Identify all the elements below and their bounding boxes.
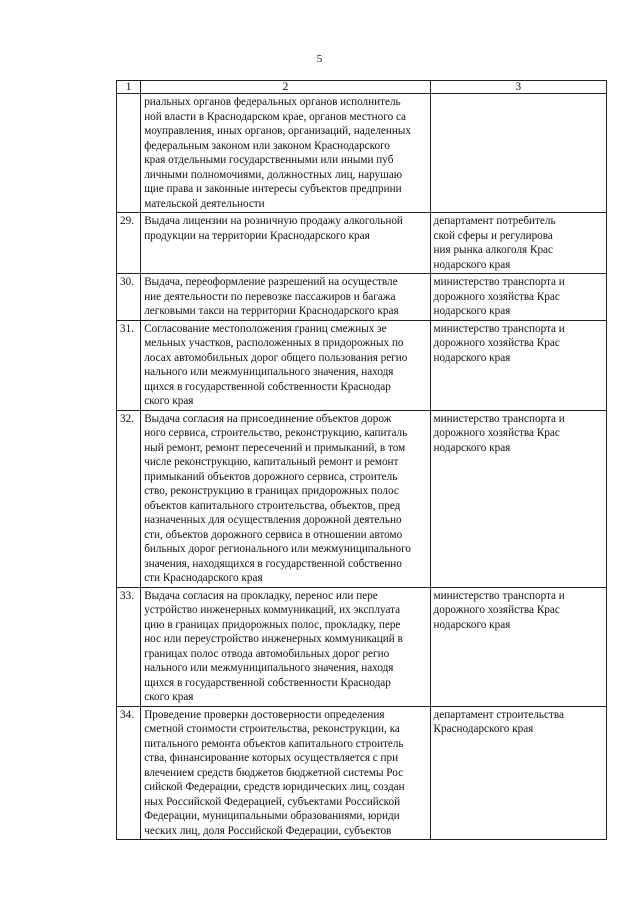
row-authority: департамент потребитель ской сферы и регулирова ния рынка алкоголя Крас нодарского края: [430, 213, 606, 274]
table-row: [117, 94, 607, 213]
header-col-3: 3: [430, 81, 606, 94]
row-authority: министерство транспорта и дорожного хозяйства Крас нодарского края: [430, 410, 606, 587]
row-authority: министерство транспорта и дорожного хозяйства Крас нодарского края: [430, 587, 606, 706]
row-service-text: риальных органов федеральных органов исполнитель ной власти в Краснодарском крае, органов местного са моуправления, иных органов, организаций, наделенных федеральным законом или законом Краснодарского края отдельными государственными или иными пуб личными полномочиями, должностных лиц, нарушаю щие права и законные интересы субъектов предприни мательской деятельности: [141, 94, 430, 213]
row-number: 31.: [117, 320, 141, 410]
header-col-2: 2: [141, 81, 430, 94]
services-table: [116, 80, 607, 840]
row-authority: министерство транспорта и дорожного хозяйства Крас нодарского края: [430, 274, 606, 321]
row-service-text: Проведение проверки достоверности определения сметной стоимости строительства, реконструкции, ка питального ремонта объектов капитального строитель ства, финансирование которых осуществляется с при влечением средств бюджетов бюджетной системы Рос сийской Федерации, средств юридических лиц, создан ных Российской Федерацией, субъектами Российской Федерации, муниципальными образованиями, юриди ческих лиц, доля Российской Федерации, субъектов: [141, 706, 430, 840]
table-row: [117, 320, 607, 410]
table-row: [117, 213, 607, 274]
row-service-text: Выдача лицензии на розничную продажу алкогольной продукции на территории Краснодарского края: [141, 213, 430, 274]
row-authority: департамент строительства Краснодарского края: [430, 706, 606, 840]
row-number: 29.: [117, 213, 141, 274]
table-row: [117, 410, 607, 587]
table-row: [117, 587, 607, 706]
row-service-text: Выдача, переоформление разрешений на осуществле ние деятельности по перевозке пассажиров и багажа легковыми такси на территории Краснодарского края: [141, 274, 430, 321]
row-service-text: Выдача согласия на присоединение объектов дорож ного сервиса, строительство, реконструкцию, капиталь ный ремонт, ремонт пересечений и примыканий, в том числе реконструкцию, капитальный ремонт и ремонт примыканий объектов дорожного сервиса, строитель ство, реконструкцию в границах придорожных полос объектов капитального строительства, объектов, пред назначенных для осуществления дорожной деятельно сти, объектов дорожного сервиса в отношении автомо бильных дорог регионального или межмуниципального значения, находящихся в государственной собственно сти Краснодарского края: [141, 410, 430, 587]
row-service-text: Выдача согласия на прокладку, перенос или пере устройство инженерных коммуникаций, их эксплуата цию в границах придорожных полос, прокладку, пере нос или переустройство инженерных коммуникаций в границах полос отвода автомобильных дорог регио нального или межмуниципального значения, находя щихся в государственной собственности Краснодар ского края: [141, 587, 430, 706]
row-number: 33.: [117, 587, 141, 706]
row-authority: министерство транспорта и дорожного хозяйства Крас нодарского края: [430, 320, 606, 410]
table-header-row: [117, 81, 607, 94]
row-service-text: Согласование местоположения границ смежных зе мельных участков, расположенных в придорожных по лосах автомобильных дорог общего пользования регио нального или межмуниципального значения, находя щихся в государственной собственности Краснодар ского края: [141, 320, 430, 410]
table-row: [117, 706, 607, 840]
row-number: 32.: [117, 410, 141, 587]
row-number: [117, 94, 141, 213]
table-row: [117, 274, 607, 321]
row-number: 30.: [117, 274, 141, 321]
page-number: 5: [316, 53, 323, 65]
row-number: 34.: [117, 706, 141, 840]
row-authority: [430, 94, 606, 213]
header-col-1: 1: [117, 81, 141, 94]
